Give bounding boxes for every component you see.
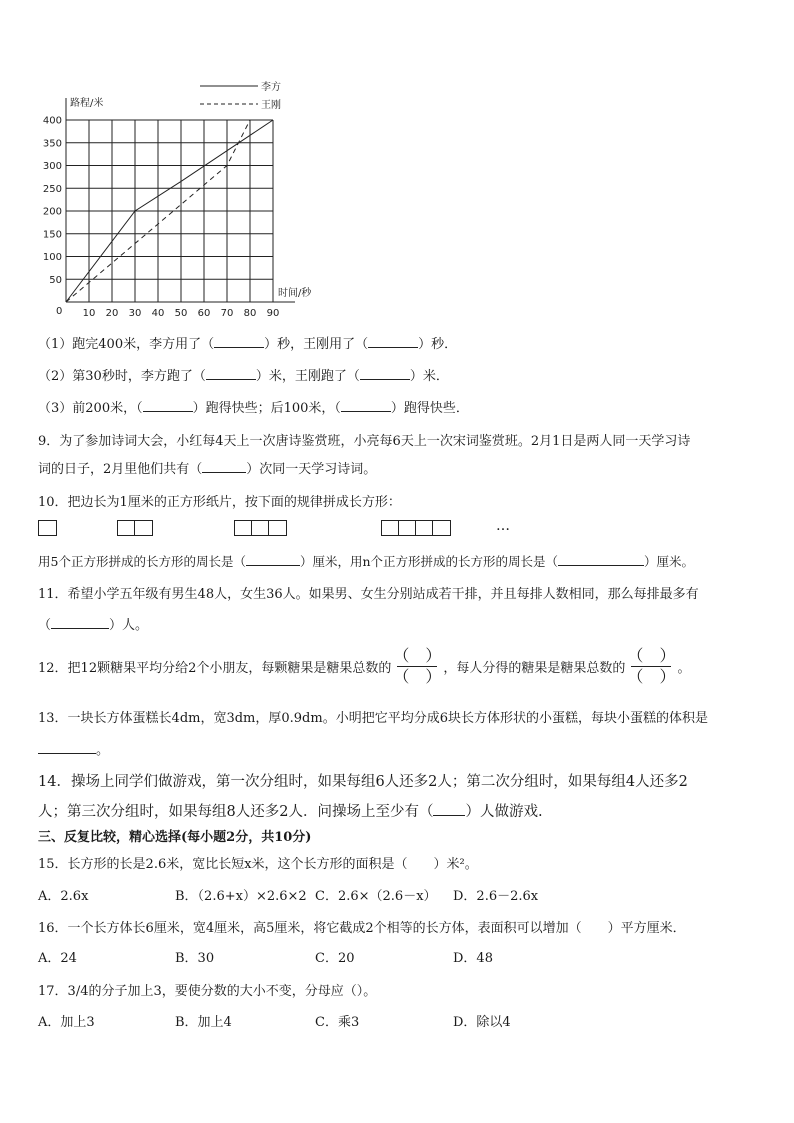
- chart-grid: [66, 120, 273, 302]
- q17-option-d[interactable]: D．除以4: [453, 1015, 511, 1030]
- q11-blank[interactable]: [51, 616, 109, 629]
- y-tick-label-400: 400: [42, 115, 62, 127]
- q8-sub2-blank2[interactable]: [360, 367, 410, 380]
- q10-blank2[interactable]: [558, 553, 644, 566]
- q15-option-a[interactable]: A．2.6x: [38, 889, 89, 904]
- y-axis-label: 路程/米: [70, 98, 104, 109]
- y-tick-label-150: 150: [42, 229, 62, 241]
- q8-sub2: （2）第30秒时，李方跑了（ ）米，王刚跑了（ ）米．: [38, 369, 449, 384]
- y-tick-label-250: 250: [42, 183, 62, 195]
- x-tick-label-50: 50: [174, 308, 188, 319]
- q14-line1: 14．操场上同学们做游戏，第一次分组时，如果每组6人还多2人；第二次分组时，如果每组4人还多2: [38, 774, 688, 790]
- x-axis-label: 时间/秒: [278, 288, 312, 299]
- x-tick-label-10: 10: [82, 308, 96, 319]
- q15-option-c[interactable]: C．2.6×（2.6－x）: [315, 889, 437, 904]
- q12-fraction1[interactable]: $\frac{( )}{( )}$: [393, 646, 442, 686]
- y-tick-label-50: 50: [49, 274, 62, 286]
- q8-sub3-blank1[interactable]: [143, 399, 193, 412]
- q11-line1: 11．希望小学五年级有男生48人，女生36人。如果男、女生分别站成若干排，并且每排人数相同，那么每排最多有: [38, 587, 699, 602]
- y-tick-label-200: 200: [42, 206, 62, 218]
- distance-time-chart: [30, 78, 320, 323]
- q17-stem: 17．3/4的分子加上3，要使分数的大小不变，分母应（）。: [38, 984, 377, 999]
- q16-stem: 16．一个长方体长6厘米，宽4厘米，高5厘米，将它截成2个相等的长方体，表面积可以增加（ ）平方厘米．: [38, 921, 686, 936]
- q17-option-a[interactable]: A．加上3: [38, 1015, 95, 1030]
- q16-option-b[interactable]: B．30: [175, 951, 215, 966]
- q8-sub1: （1）跑完400米，李方用了（ ）秒，王刚用了（ ）秒．: [38, 337, 458, 352]
- q13-blank[interactable]: [38, 741, 96, 754]
- q15-option-d[interactable]: D．2.6－2.6x: [453, 889, 539, 904]
- q17-option-c[interactable]: C．乘3: [315, 1015, 360, 1030]
- x-tick-label-80: 80: [243, 308, 257, 319]
- section3-title: 三、反复比较，精心选择(每小题2分，共10分): [38, 830, 312, 845]
- q10-blank1[interactable]: [246, 553, 300, 566]
- x-tick-label-30: 30: [128, 308, 142, 319]
- x-tick-label-60: 60: [197, 308, 211, 319]
- origin-label: 0: [56, 306, 63, 317]
- q16-option-d[interactable]: D．48: [453, 951, 493, 966]
- q15-stem: 15．长方形的长是2.6米，宽比长短x米，这个长方形的面积是（ ）米²。: [38, 857, 478, 872]
- pattern-ellipsis: …: [496, 518, 510, 534]
- q17-option-b[interactable]: B．加上4: [175, 1015, 232, 1030]
- legend-label-lifang: 李方: [261, 82, 281, 93]
- q8-sub1-blank2[interactable]: [368, 335, 418, 348]
- x-tick-label-40: 40: [151, 308, 165, 319]
- q8-sub3-blank2[interactable]: [341, 399, 391, 412]
- y-tick-label-100: 100: [42, 252, 62, 263]
- q10-line1: 10．把边长为1厘米的正方形纸片，按下面的规律拼成长方形：: [38, 495, 401, 510]
- x-tick-label-70: 70: [220, 308, 234, 319]
- q10-line2: 用5个正方形拼成的长方形的周长是（ ）厘米，用n个正方形拼成的长方形的周长是（ ）厘米。: [38, 554, 695, 569]
- q9-line1: 9．为了参加诗词大会，小红每4天上一次唐诗鉴赏班，小亮每6天上一次宋词鉴赏班。2月1日是两人同一天学习诗: [38, 434, 691, 449]
- x-tick-label-20: 20: [105, 308, 119, 319]
- legend-label-wanggang: 王刚: [261, 100, 281, 111]
- square-pattern-4: [381, 520, 451, 536]
- square-pattern-2: [117, 520, 153, 536]
- y-tick-label-350: 350: [42, 138, 62, 150]
- x-tick-label-90: 90: [266, 308, 280, 319]
- q12-fraction2[interactable]: $\frac{( )}{( )}$: [627, 646, 676, 686]
- square-pattern-3: [234, 520, 287, 536]
- q8-sub2-blank1[interactable]: [206, 367, 256, 380]
- q9-blank[interactable]: [202, 460, 246, 473]
- q16-option-a[interactable]: A．24: [38, 951, 77, 966]
- q16-option-c[interactable]: C．20: [315, 951, 355, 966]
- q15-option-b[interactable]: B．（2.6+x）×2.6×2: [175, 889, 307, 904]
- q12-line: 12．把12颗糖果平均分给2个小朋友，每颗糖果是糖果总数的 $\frac{( )}{( )}$ ，每人分得的糖果是糖果总数的 $\frac{( )}{( )}$ 。: [38, 646, 691, 686]
- q9-line2: 词的日子，2月里他们共有（ ）次同一天学习诗词。: [38, 462, 377, 477]
- q8-sub3: （3）前200米，（ ）跑得快些；后100米，（ ）跑得快些．: [38, 401, 469, 416]
- q8-sub1-blank1[interactable]: [214, 335, 264, 348]
- q13-line2: 。: [38, 739, 109, 758]
- q14-line2: 人；第三次分组时，如果每组8人还多2人．问操场上至少有（ ）人做游戏.: [38, 804, 543, 820]
- y-tick-label-300: 300: [42, 161, 62, 172]
- q14-blank[interactable]: [433, 803, 465, 816]
- square-pattern-1: [38, 520, 57, 536]
- q11-line2: （ ）人。: [38, 618, 149, 633]
- q13-line1: 13．一块长方体蛋糕长4dm，宽3dm，厚0.9dm。小明把它平均分成6块长方体形状的小蛋糕，每块小蛋糕的体积是: [38, 711, 708, 726]
